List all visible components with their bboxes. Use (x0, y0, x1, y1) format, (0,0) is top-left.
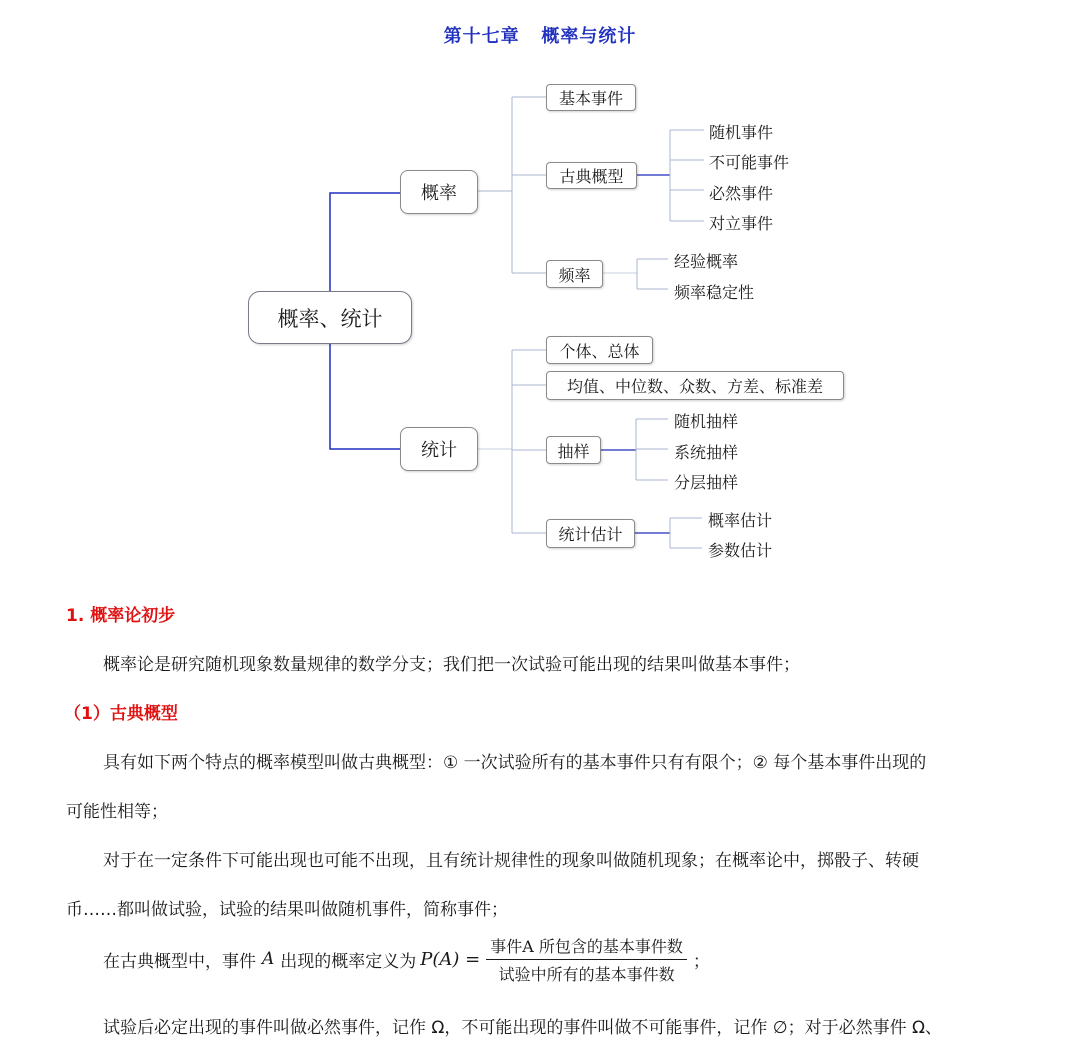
mindmap-root-node: 概率、统计 (248, 291, 412, 344)
paragraph-classical-definition-line2: 可能性相等； (66, 802, 168, 822)
leaf-impossible-event: 不可能事件 (709, 153, 790, 172)
probability-fraction (486, 934, 687, 985)
chapter-topic: 概率与统计 (541, 26, 637, 47)
section-intro-paragraph: 概率论是研究随机现象数量规律的数学分支；我们把一次试验可能出现的结果叫做基本事件； (103, 655, 800, 675)
formula-pre-text: 在古典概型中，事件 (103, 951, 256, 972)
paragraph-random-phenomenon-line1: 对于在一定条件下可能出现也可能不出现，且有统计规律性的现象叫做随机现象；在概率论中，掷骰子、转硬 (103, 851, 919, 871)
node-frequency: 频率 (546, 260, 603, 288)
leaf-frequency-stability: 频率稳定性 (674, 283, 755, 302)
formula-event-variable: A (262, 949, 275, 969)
node-probability: 概率 (400, 170, 478, 214)
paragraph-certain-impossible-events: 试验后必定出现的事件叫做必然事件，记作 Ω，不可能出现的事件叫做不可能事件，记作 ∅；对于必然事件 Ω、 (103, 1018, 942, 1038)
subsection-heading: （1）古典概型 (64, 704, 178, 724)
connector-root-prob (330, 193, 400, 292)
leaf-probability-estimation: 概率估计 (708, 511, 773, 530)
paragraph-probability-formula (103, 934, 710, 984)
section-heading: 1. 概率论初步 (66, 606, 176, 626)
chapter-number: 第十七章 (443, 26, 520, 47)
node-statistical-estimation: 统计估计 (546, 519, 635, 548)
leaf-systematic-sampling: 系统抽样 (674, 443, 739, 462)
node-sampling: 抽样 (546, 436, 601, 464)
formula-end: ； (692, 951, 710, 972)
leaf-opposite-event: 对立事件 (709, 214, 774, 233)
paragraph-classical-definition-line1: 具有如下两个特点的概率模型叫做古典概型：① 一次试验所有的基本事件只有有限个；② 每个基本事件出现的 (103, 753, 927, 773)
fraction-denominator: 试验中所有的基本事件数 (498, 964, 675, 984)
leaf-random-sampling: 随机抽样 (674, 412, 739, 431)
leaf-random-event: 随机事件 (709, 123, 774, 142)
node-classical-model: 古典概型 (546, 162, 637, 189)
node-basic-event: 基本事件 (546, 84, 636, 111)
leaf-parameter-estimation: 参数估计 (708, 541, 773, 560)
node-statistics: 统计 (400, 427, 478, 471)
connector-root-stat (330, 344, 400, 449)
paragraph-random-phenomenon-line2: 币……都叫做试验，试验的结果叫做随机事件，简称事件； (66, 900, 508, 920)
formula-lhs: P(A) = (420, 948, 481, 970)
leaf-certain-event: 必然事件 (709, 184, 774, 203)
node-measures: 均值、中位数、众数、方差、标准差 (546, 371, 844, 400)
formula-mid-text: 出现的概率定义为 (280, 951, 417, 972)
node-individual-population: 个体、总体 (546, 336, 653, 364)
fraction-numerator: 事件A 所包含的基本事件数 (486, 934, 687, 960)
leaf-stratified-sampling: 分层抽样 (674, 473, 739, 492)
leaf-empirical-probability: 经验概率 (674, 252, 739, 271)
